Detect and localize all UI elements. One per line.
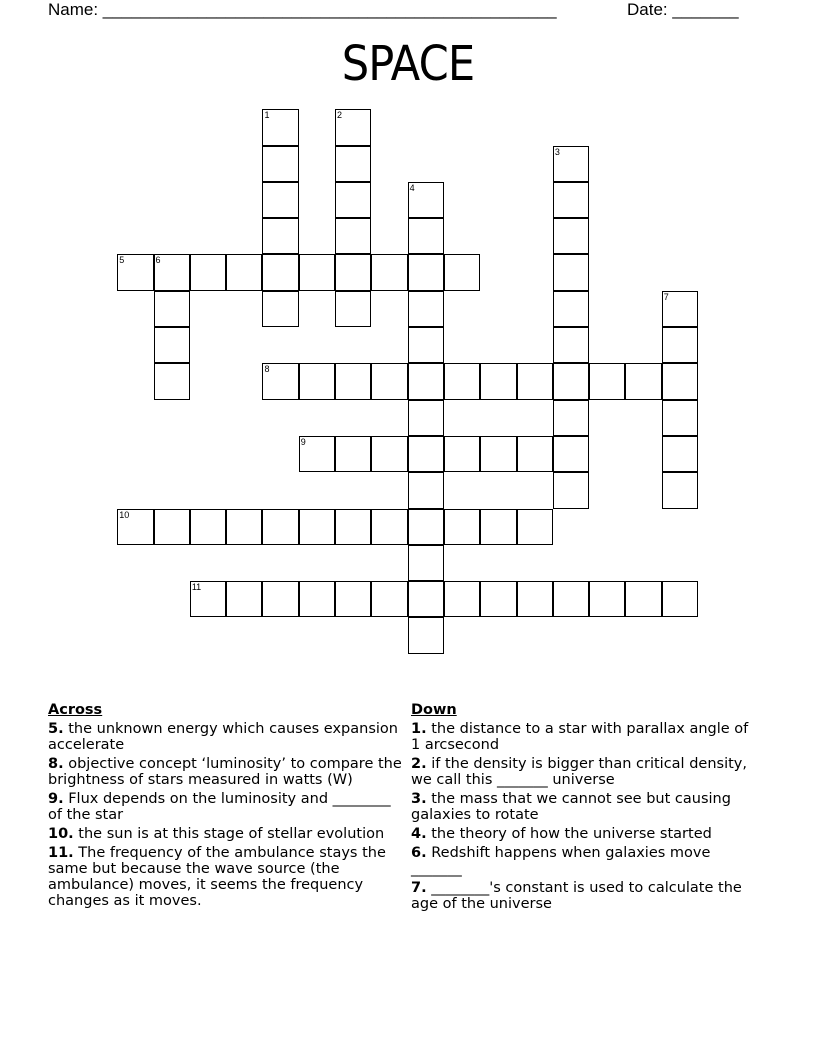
crossword-cell[interactable] <box>335 146 371 182</box>
crossword-cell[interactable] <box>553 254 589 290</box>
crossword-cell[interactable] <box>408 291 444 327</box>
clue-down-6 <box>411 845 761 877</box>
puzzle-title: SPACE <box>341 36 475 92</box>
clue-text: The frequency of the ambulance stays the same but because the wave source (the ambulance) moves, it seems the frequency changes as it moves. <box>48 845 386 909</box>
crossword-cell[interactable] <box>517 436 553 472</box>
clue-number: 10. <box>48 826 74 842</box>
crossword-cell[interactable] <box>444 363 480 399</box>
crossword-cell[interactable] <box>408 182 444 218</box>
crossword-cell[interactable] <box>444 436 480 472</box>
cell-number: 5 <box>119 255 125 266</box>
crossword-cell[interactable] <box>154 509 190 545</box>
crossword-cell[interactable] <box>662 327 698 363</box>
clue-text: the mass that we cannot see but causing galaxies to rotate <box>411 791 731 823</box>
crossword-cell[interactable] <box>480 509 516 545</box>
clue-number: 5. <box>48 721 64 737</box>
crossword-cell[interactable] <box>553 363 589 399</box>
crossword-cell[interactable] <box>662 436 698 472</box>
cell-number: 8 <box>264 364 270 375</box>
crossword-cell[interactable] <box>553 400 589 436</box>
clue-text: the distance to a star with parallax angle of 1 arcsecond <box>411 721 749 753</box>
crossword-cell[interactable] <box>589 581 625 617</box>
crossword-cell[interactable] <box>262 254 298 290</box>
clue-number: 9. <box>48 791 64 807</box>
crossword-cell[interactable] <box>262 581 298 617</box>
crossword-cell[interactable] <box>335 291 371 327</box>
crossword-cell[interactable] <box>517 363 553 399</box>
crossword-cell[interactable] <box>335 363 371 399</box>
clue-down-7 <box>411 880 761 912</box>
crossword-cell[interactable] <box>371 363 407 399</box>
clue-down-2 <box>411 756 761 788</box>
crossword-cell[interactable] <box>299 509 335 545</box>
across-clues <box>48 702 408 909</box>
crossword-cell[interactable] <box>662 400 698 436</box>
clue-text: Flux depends on the luminosity and ________ of the star <box>48 791 391 823</box>
crossword-cell[interactable] <box>662 363 698 399</box>
crossword-cell[interactable] <box>553 146 589 182</box>
crossword-cell[interactable] <box>553 581 589 617</box>
crossword-cell[interactable] <box>226 581 262 617</box>
crossword-cell[interactable] <box>662 472 698 508</box>
cell-number: 2 <box>337 110 343 121</box>
crossword-cell[interactable] <box>444 581 480 617</box>
clue-text: the sun is at this stage of stellar evolution <box>78 826 385 842</box>
crossword-cell[interactable] <box>480 363 516 399</box>
crossword-cell[interactable] <box>662 291 698 327</box>
cell-number: 4 <box>409 182 415 193</box>
crossword-cell[interactable] <box>408 436 444 472</box>
crossword-cell[interactable] <box>262 218 298 254</box>
crossword-cell[interactable] <box>262 291 298 327</box>
crossword-cell[interactable] <box>190 254 226 290</box>
crossword-cell[interactable] <box>299 363 335 399</box>
crossword-cell[interactable] <box>662 581 698 617</box>
crossword-cell[interactable] <box>262 146 298 182</box>
crossword-cell[interactable] <box>480 581 516 617</box>
crossword-cell[interactable] <box>408 581 444 617</box>
crossword-cell[interactable] <box>190 581 226 617</box>
clue-text: if the density is bigger than critical density, we call this _______ universe <box>411 756 747 788</box>
clue-across-8 <box>48 756 408 788</box>
clue-text: the unknown energy which causes expansion accelerate <box>48 721 398 753</box>
crossword-cell[interactable] <box>408 472 444 508</box>
crossword-cell[interactable] <box>408 617 444 653</box>
date-field[interactable]: Date: _______ <box>627 0 739 19</box>
crossword-cell[interactable] <box>553 472 589 508</box>
clue-text: the theory of how the universe started <box>431 826 712 842</box>
crossword-cell[interactable] <box>408 327 444 363</box>
crossword-cell[interactable] <box>154 363 190 399</box>
crossword-cell[interactable] <box>335 254 371 290</box>
clue-number: 3. <box>411 791 427 807</box>
down-heading: Down <box>411 702 457 718</box>
crossword-cell[interactable] <box>408 254 444 290</box>
crossword-cell[interactable] <box>190 509 226 545</box>
crossword-cell[interactable] <box>408 509 444 545</box>
clue-text: objective concept ‘luminosity’ to compare the brightness of stars measured in watts (W) <box>48 756 402 788</box>
crossword-cell[interactable] <box>262 109 298 145</box>
crossword-cell[interactable] <box>444 509 480 545</box>
crossword-cell[interactable] <box>517 581 553 617</box>
crossword-cell[interactable] <box>335 509 371 545</box>
crossword-cell[interactable] <box>299 254 335 290</box>
crossword-cell[interactable] <box>335 218 371 254</box>
crossword-cell[interactable] <box>371 509 407 545</box>
crossword-cell[interactable] <box>408 545 444 581</box>
crossword-cell[interactable] <box>262 509 298 545</box>
name-field[interactable]: Name: ________________________________________________ <box>48 0 557 19</box>
crossword-cell[interactable] <box>371 436 407 472</box>
clue-number: 11. <box>48 845 74 861</box>
cell-number: 11 <box>191 582 202 593</box>
crossword-cell[interactable] <box>226 254 262 290</box>
crossword-cell[interactable] <box>589 363 625 399</box>
clue-number: 7. <box>411 880 427 896</box>
crossword-cell[interactable] <box>517 509 553 545</box>
crossword-cell[interactable] <box>553 291 589 327</box>
crossword-cell[interactable] <box>335 581 371 617</box>
crossword-cell[interactable] <box>553 218 589 254</box>
down-clues <box>411 702 761 912</box>
crossword-cell[interactable] <box>625 363 661 399</box>
cell-number: 7 <box>663 291 669 302</box>
crossword-cell[interactable] <box>299 436 335 472</box>
clue-down-1 <box>411 721 761 753</box>
crossword-cell[interactable] <box>299 581 335 617</box>
cell-number: 9 <box>300 436 306 447</box>
crossword-cell[interactable] <box>408 363 444 399</box>
crossword-cell[interactable] <box>553 327 589 363</box>
clue-number: 6. <box>411 845 427 861</box>
clue-number: 8. <box>48 756 64 772</box>
clue-across-11 <box>48 845 408 909</box>
crossword-cell[interactable] <box>371 254 407 290</box>
clue-across-5 <box>48 721 408 753</box>
crossword-cell[interactable] <box>335 436 371 472</box>
clue-number: 2. <box>411 756 427 772</box>
crossword-cell[interactable] <box>553 436 589 472</box>
crossword-cell[interactable] <box>335 182 371 218</box>
crossword-cell[interactable] <box>625 581 661 617</box>
crossword-cell[interactable] <box>262 363 298 399</box>
cell-number: 3 <box>554 146 560 157</box>
cell-number: 10 <box>119 509 130 520</box>
clue-down-3 <box>411 791 761 823</box>
crossword-cell[interactable] <box>226 509 262 545</box>
cell-number: 6 <box>155 255 161 266</box>
clue-down-4 <box>411 826 761 842</box>
crossword-cell[interactable] <box>262 182 298 218</box>
cell-number: 1 <box>264 110 270 121</box>
crossword-cell[interactable] <box>154 254 190 290</box>
crossword-cell[interactable] <box>553 182 589 218</box>
clue-text: ________'s constant is used to calculate the age of the universe <box>411 880 742 912</box>
clue-text: Redshift happens when galaxies move _______ <box>411 845 711 877</box>
crossword-cell[interactable] <box>335 109 371 145</box>
crossword-cell[interactable] <box>408 400 444 436</box>
crossword-cell[interactable] <box>117 254 153 290</box>
clue-number: 4. <box>411 826 427 842</box>
crossword-cell[interactable] <box>480 436 516 472</box>
clue-across-10 <box>48 826 408 842</box>
crossword-cell[interactable] <box>371 581 407 617</box>
crossword-cell[interactable] <box>117 509 153 545</box>
crossword-cell[interactable] <box>154 327 190 363</box>
clue-across-9 <box>48 791 408 823</box>
crossword-cell[interactable] <box>444 254 480 290</box>
crossword-cell[interactable] <box>408 218 444 254</box>
across-heading: Across <box>48 702 103 718</box>
clue-number: 1. <box>411 721 427 737</box>
crossword-cell[interactable] <box>154 291 190 327</box>
